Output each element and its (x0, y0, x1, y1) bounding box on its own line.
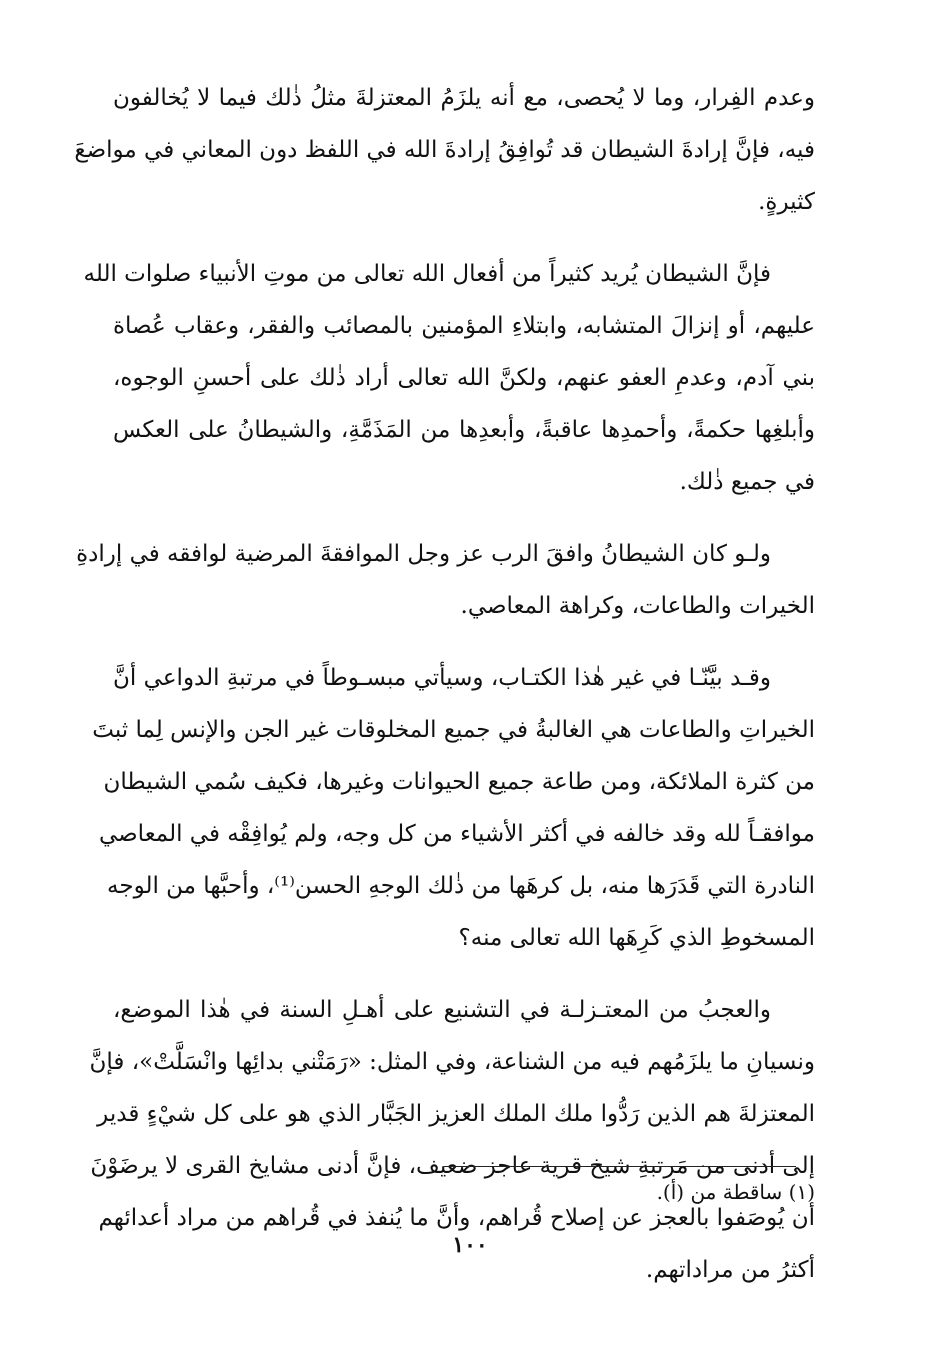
footnote-separator (444, 1166, 796, 1167)
text-line: فيه، فإنَّ إرادةَ الشيطان قد تُوافِقُ إرادةَ الله في اللفظ دون المعاني في مواضعَ (74, 137, 815, 163)
text-line: والعجبُ من المعتـزلـة في التشنيع على أهـلِ السنة في هٰذا الموضع، (113, 997, 771, 1023)
paragraph-4 (92, 652, 815, 964)
paragraph-3 (76, 528, 815, 632)
text-line: الخيرات والطاعات، وكراهة المعاصي. (460, 593, 815, 619)
text-line: الخيراتِ والطاعات هي الغالبةُ في جميع المخلوقات غير الجن والإنس لِما ثبتَ (92, 717, 815, 743)
text-line: من كثرة الملائكة، ومن طاعة جميع الحيوانات وغيرها، فكيف سُمي الشيطان (103, 769, 815, 795)
paragraph-1 (74, 72, 815, 228)
text-line: أن يُوصَفوا بالعجز عن إصلاح قُراهم، وأنَّ ما يُنفذ في قُراهم من مراد أعدائهم (98, 1205, 815, 1231)
text-line: موافقـاً لله وقد خالفه في أكثر الأشياء من كل وجه، ولم يُوافِقْه في المعاصي (98, 821, 815, 847)
text-line: عليهم، أو إنزالَ المتشابه، وابتلاءِ المؤمنين بالمصائب والفقر، وعقاب عُصاة (113, 313, 815, 339)
text-line: المعتزلةَ هم الذين رَدُّوا ملك الملك العزيز الجَبَّار الذي هو على كل شيْءٍ قدير (97, 1101, 815, 1127)
text-line: بني آدم، وعدمِ العفو عنهم، ولكنَّ الله تعالى أراد ذٰلك على أحسنِ الوجوه، (113, 365, 815, 391)
text-line: وقـد بيَّنّـا في غير هٰذا الكتـاب، وسيأتي مبسـوطاً في مرتبةِ الدواعي أنَّ (113, 665, 771, 691)
footnote: (١) ساقطة من (أ). (656, 1180, 815, 1204)
text-line: ونسيانِ ما يلزَمُهم فيه من الشناعة، وفي المثل: «رَمَتْني بدائِها وانْسَلَّتْ»، فإنَّ (89, 1049, 815, 1075)
text-line: وأبلغِها حكمةً، وأحمدِها عاقبةً، وأبعدِها من المَذَمَّةِ، والشيطانُ على العكس (113, 417, 815, 443)
text-line: ولـو كان الشيطانُ وافقَ الرب عز وجل الموافقةَ المرضية لوافقه في إرادةِ (76, 541, 771, 567)
text-line: إلى أدنى من مَرتبةِ شيخ قرية عاجز ضعيف، فإنَّ أدنى مشايخ القرى لا يرضَوْنَ (90, 1153, 815, 1179)
text-line: فإنَّ الشيطان يُريد كثيراً من أفعال الله تعالى من موتِ الأنبياء صلوات الله (83, 261, 771, 287)
paragraph-2 (83, 248, 815, 508)
page-number: ١٠٠ (452, 1232, 488, 1258)
text-line: في جميع ذٰلك. (679, 469, 815, 495)
text-line: وعدم الفِرار، وما لا يُحصى، مع أنه يلزَمُ المعتزلةَ مثلُ ذٰلك فيما لا يُخالفون (113, 85, 815, 111)
text-line: أكثرُ من مراداتهم. (645, 1257, 815, 1283)
main-text (74, 72, 815, 1316)
text-line: كثيرةٍ. (758, 189, 815, 215)
text-line: المسخوطِ الذي كَرِهَها الله تعالى منه؟ (458, 925, 815, 951)
text-line: النادرة التي قَدَرَها منه، بل كرهَها من ذٰلك الوجهِ الحسن⁽¹⁾، وأحبَّها من الوجه (107, 873, 815, 899)
